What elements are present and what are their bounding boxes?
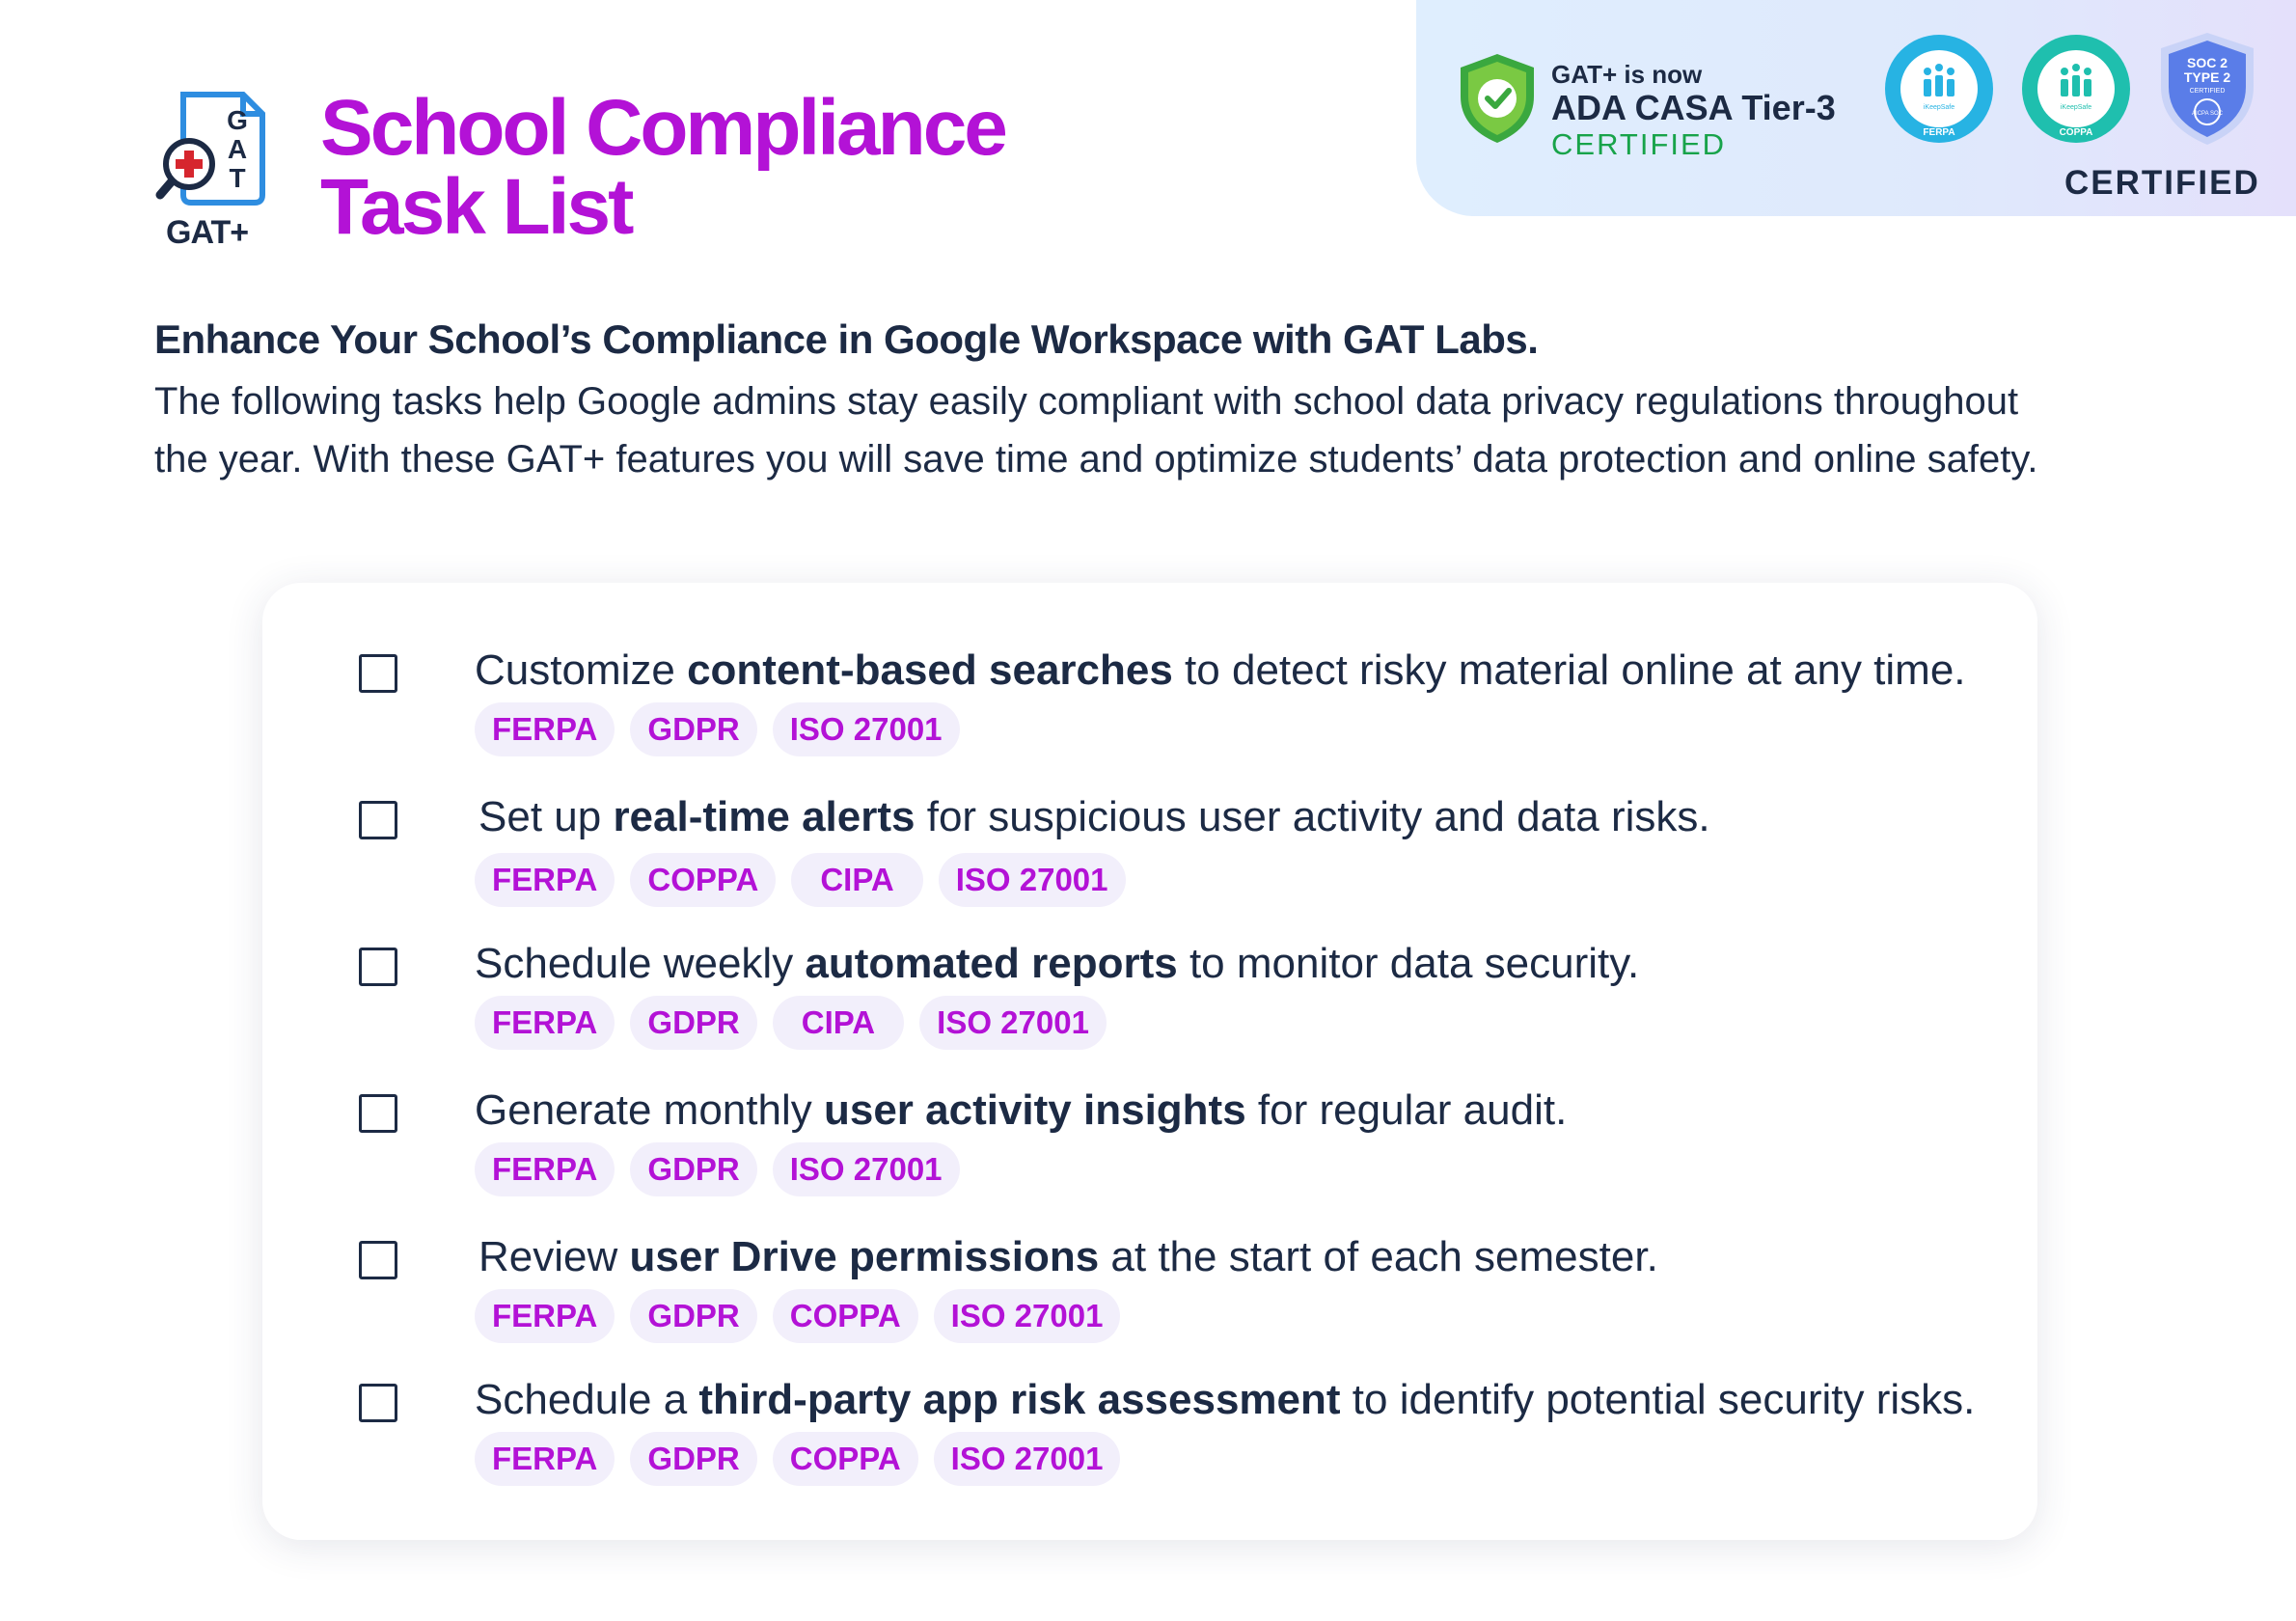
shield-check-icon <box>1455 50 1540 147</box>
tag-iso-27001: ISO 27001 <box>934 1432 1121 1486</box>
svg-text:CERTIFIED: CERTIFIED <box>2189 88 2226 95</box>
logo-letter-t: T <box>229 163 246 193</box>
tag-coppa: COPPA <box>773 1432 918 1486</box>
task-tags <box>475 853 1126 907</box>
tag-gdpr: GDPR <box>630 1432 756 1486</box>
tag-ferpa: FERPA <box>475 1142 615 1196</box>
task-tags <box>475 1289 1120 1343</box>
logo-label: GAT+ <box>166 214 249 251</box>
title-line-1: School Compliance <box>320 84 1005 172</box>
tag-cipa: CIPA <box>791 853 922 907</box>
tag-iso-27001: ISO 27001 <box>773 702 960 756</box>
tag-ferpa: FERPA <box>475 996 615 1050</box>
casa-certification-text <box>1551 60 1836 162</box>
tag-gdpr: GDPR <box>630 996 756 1050</box>
task-tags <box>475 996 1107 1050</box>
task-checkbox[interactable] <box>359 801 397 839</box>
task-checkbox[interactable] <box>359 1094 397 1133</box>
logo-letter-g: G <box>227 105 248 135</box>
task-tags <box>475 702 960 756</box>
tag-ferpa: FERPA <box>475 853 615 907</box>
svg-text:FERPA: FERPA <box>1923 127 1955 138</box>
task-text: Set up real-time alerts for suspicious user activity and data risks. <box>478 793 1710 840</box>
title-line-2: Task List <box>320 163 632 251</box>
task-checkbox[interactable] <box>359 948 397 986</box>
task-text: Customize content-based searches to detect risky material online at any time. <box>475 646 1966 694</box>
svg-text:SOC 2: SOC 2 <box>2186 55 2228 70</box>
certified-label: CERTIFIED <box>2064 164 2260 202</box>
certification-banner <box>1416 0 2296 216</box>
tag-iso-27001: ISO 27001 <box>934 1289 1121 1343</box>
task-tags <box>475 1142 960 1196</box>
tag-coppa: COPPA <box>630 853 776 907</box>
task-text: Generate monthly user activity insights for regular audit. <box>475 1086 1568 1134</box>
tag-gdpr: GDPR <box>630 702 756 756</box>
page-title <box>320 84 1005 251</box>
task-tags <box>475 1432 1120 1486</box>
coppa-badge-icon <box>2020 33 2132 145</box>
intro-heading: Enhance Your School’s Compliance in Google Workspace with GAT Labs. <box>154 316 1539 362</box>
svg-text:iKeepSafe: iKeepSafe <box>1923 104 1955 111</box>
cert-line-1: GAT+ is now <box>1551 60 1703 89</box>
tag-ferpa: FERPA <box>475 702 615 756</box>
task-checkbox[interactable] <box>359 1384 397 1422</box>
tag-iso-27001: ISO 27001 <box>939 853 1126 907</box>
task-text: Review user Drive permissions at the start of each semester. <box>478 1233 1658 1280</box>
soc2-badge-icon <box>2155 29 2259 149</box>
task-checkbox[interactable] <box>359 654 397 693</box>
logo-letter-a: A <box>227 134 248 164</box>
tag-iso-27001: ISO 27001 <box>919 996 1107 1050</box>
ferpa-badge-icon <box>1883 33 1995 145</box>
tag-cipa: CIPA <box>773 996 904 1050</box>
tag-ferpa: FERPA <box>475 1289 615 1343</box>
tag-gdpr: GDPR <box>630 1289 756 1343</box>
tag-iso-27001: ISO 27001 <box>773 1142 960 1196</box>
task-text: Schedule weekly automated reports to monitor data security. <box>475 940 1640 987</box>
svg-text:TYPE 2: TYPE 2 <box>2183 69 2231 85</box>
intro-body: The following tasks help Google admins stay easily compliant with school data privacy regulations throughout the year. With these GAT+ features you will save time and optimize students’ data protection and online safety. <box>154 380 2038 481</box>
tag-coppa: COPPA <box>773 1289 918 1343</box>
task-checkbox[interactable] <box>359 1241 397 1279</box>
tag-gdpr: GDPR <box>630 1142 756 1196</box>
cert-line-2: ADA CASA Tier-3 <box>1551 88 1836 127</box>
svg-text:COPPA: COPPA <box>2059 127 2093 138</box>
task-text: Schedule a third-party app risk assessment to identify potential security risks. <box>475 1376 1976 1423</box>
svg-text:AICPA SOC: AICPA SOC <box>2192 111 2223 117</box>
task-list-card <box>262 583 2037 1540</box>
tag-ferpa: FERPA <box>475 1432 615 1486</box>
cert-line-3: CERTIFIED <box>1551 127 1727 161</box>
svg-text:iKeepSafe: iKeepSafe <box>2060 104 2092 111</box>
